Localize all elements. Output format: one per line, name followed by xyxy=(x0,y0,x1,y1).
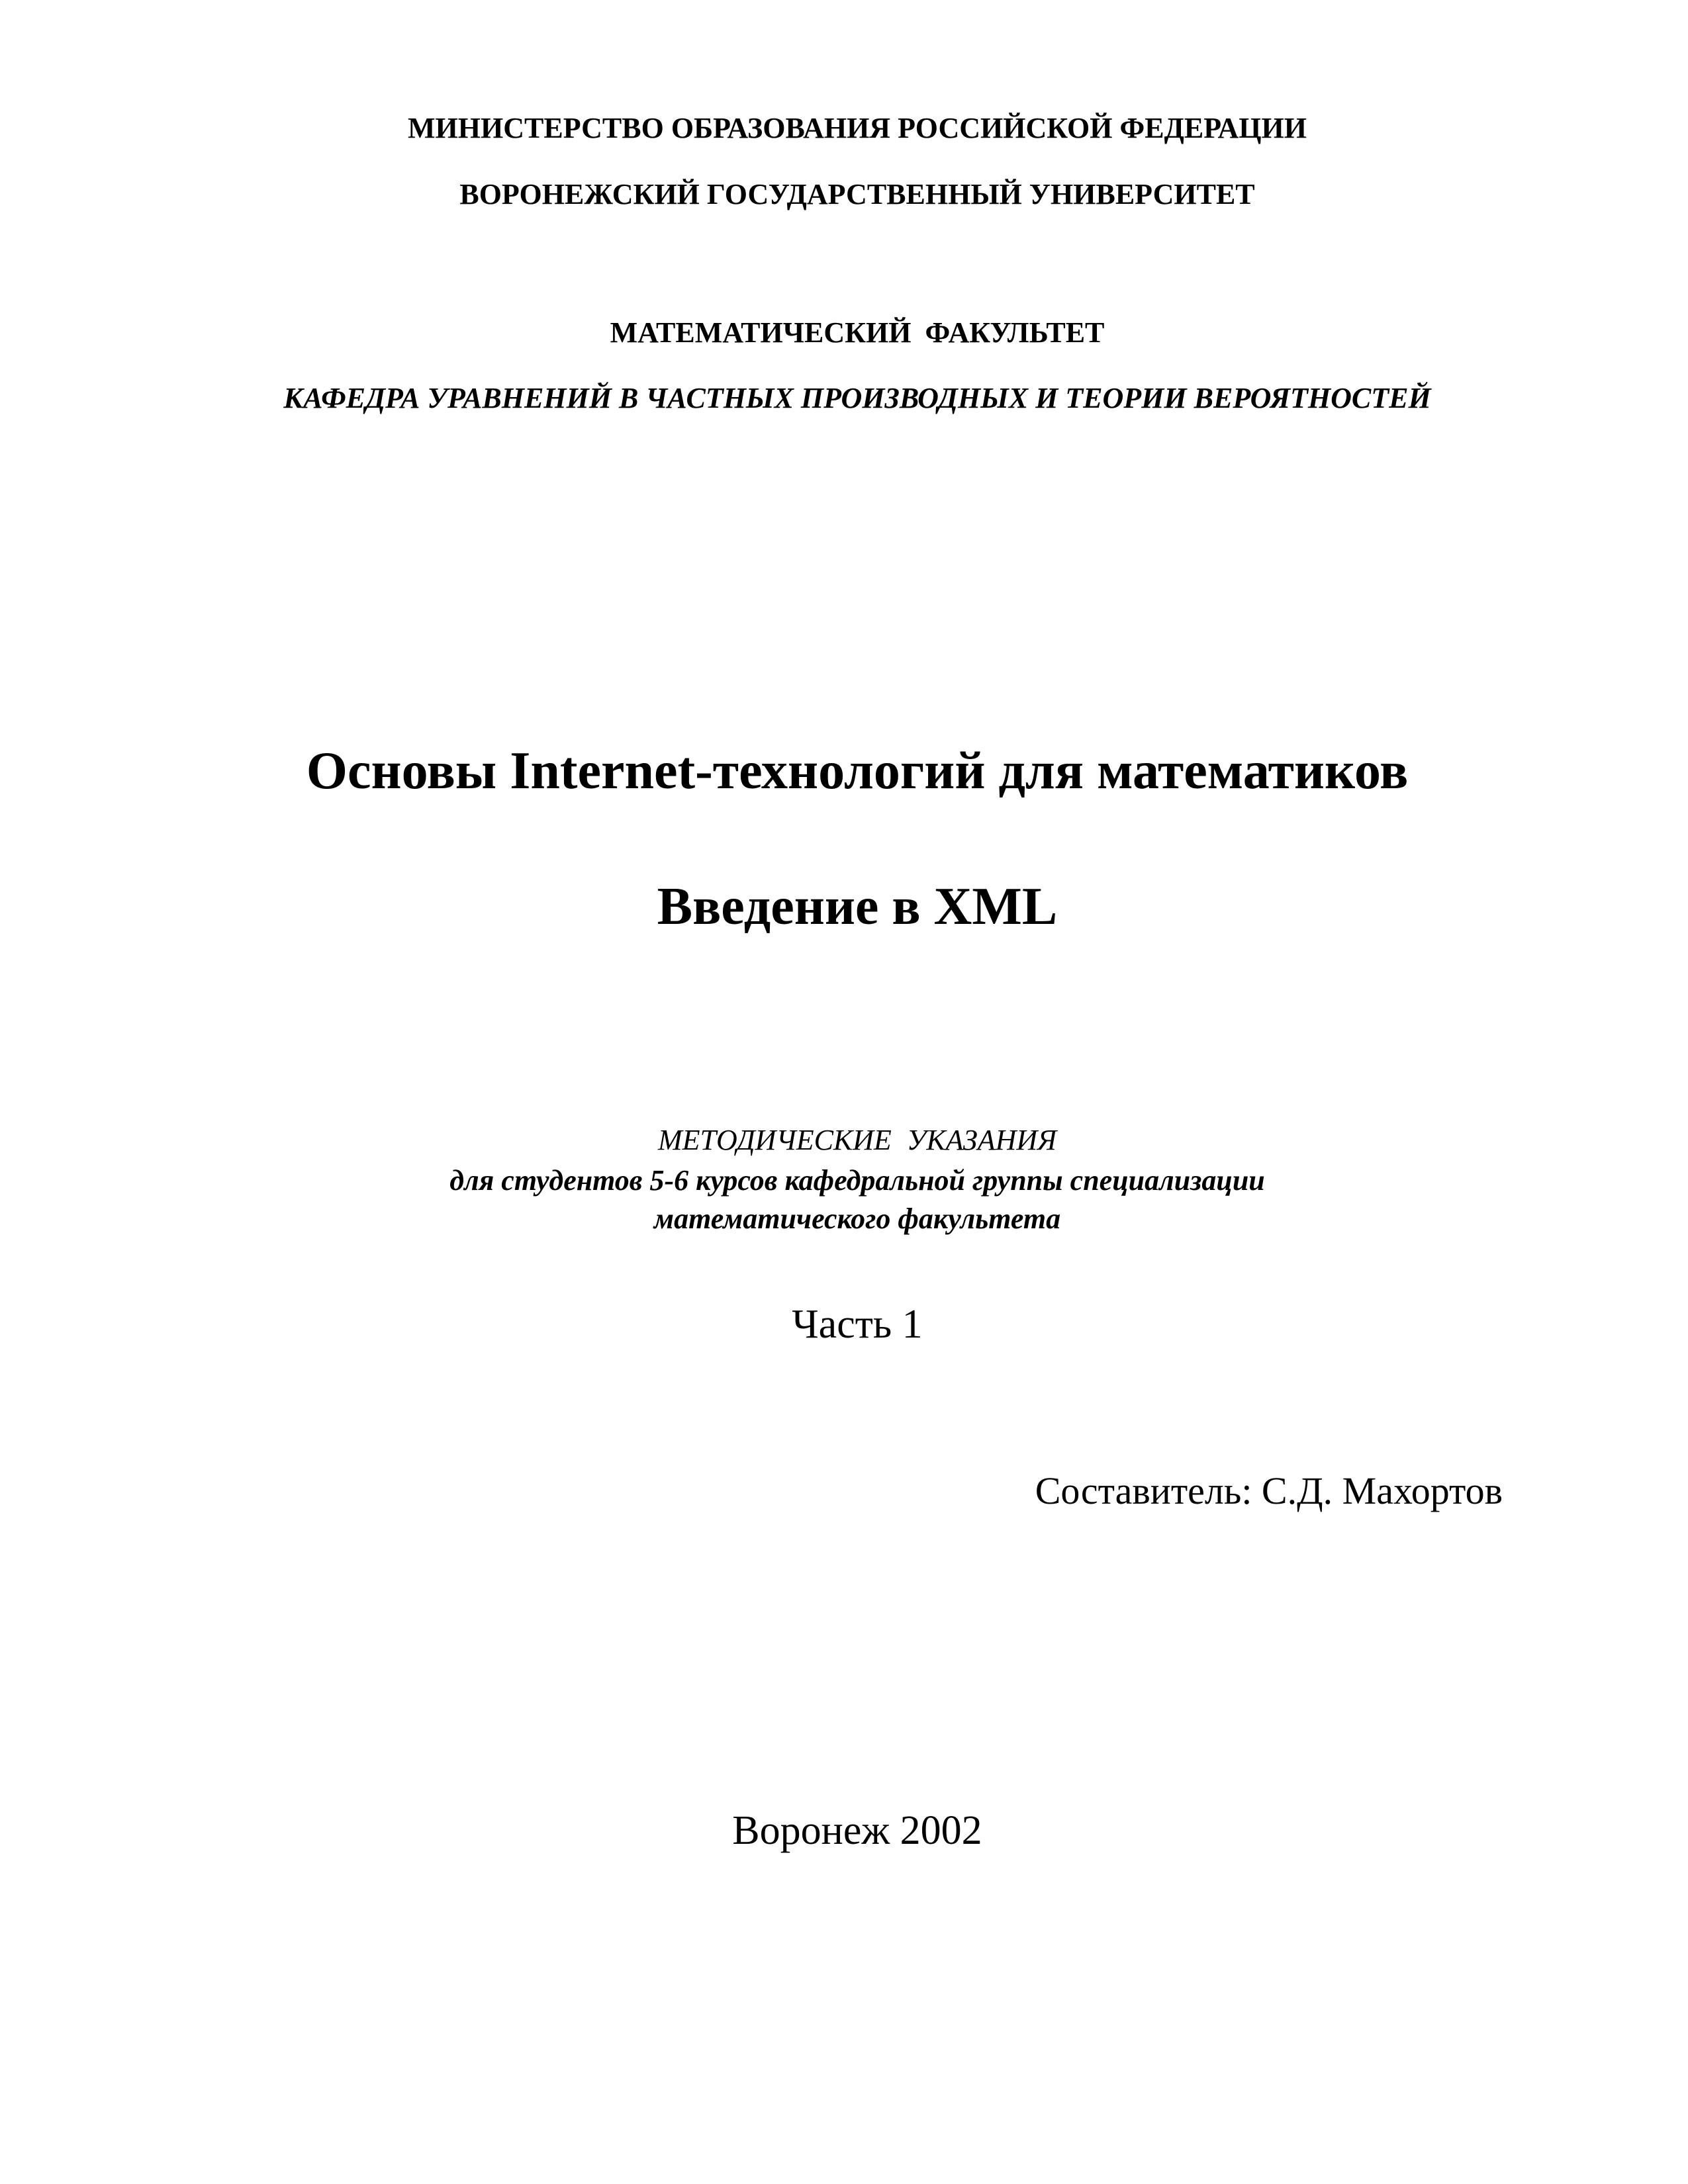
audience-line-2: математического факультета xyxy=(653,1203,1061,1235)
document-title: Основы Internet-технологий для математиков xyxy=(306,742,1409,800)
audience-line-1: для студентов 5-6 курсов кафедральной группы специализации xyxy=(449,1164,1265,1197)
part-label: Часть 1 xyxy=(792,1302,923,1347)
faculty-heading: МАТЕМАТИЧЕСКИЙ ФАКУЛЬТЕТ xyxy=(610,316,1105,349)
guidelines-label: МЕТОДИЧЕСКИЕ УКАЗАНИЯ xyxy=(657,1124,1057,1156)
document-subtitle: Введение в XML xyxy=(657,878,1058,936)
department-heading: КАФЕДРА УРАВНЕНИЙ В ЧАСТНЫХ ПРОИЗВОДНЫХ И ТЕОРИИ ВЕРОЯТНОСТЕЙ xyxy=(283,382,1431,414)
university-heading: ВОРОНЕЖСКИЙ ГОСУДАРСТВЕННЫЙ УНИВЕРСИТЕТ xyxy=(459,178,1255,210)
city-year: Воронеж 2002 xyxy=(732,1808,982,1853)
ministry-heading: МИНИСТЕРСТВО ОБРАЗОВАНИЯ РОССИЙСКОЙ ФЕДЕРАЦИИ xyxy=(408,112,1307,144)
compiler-credit: Составитель: С.Д. Махортов xyxy=(1035,1469,1503,1512)
